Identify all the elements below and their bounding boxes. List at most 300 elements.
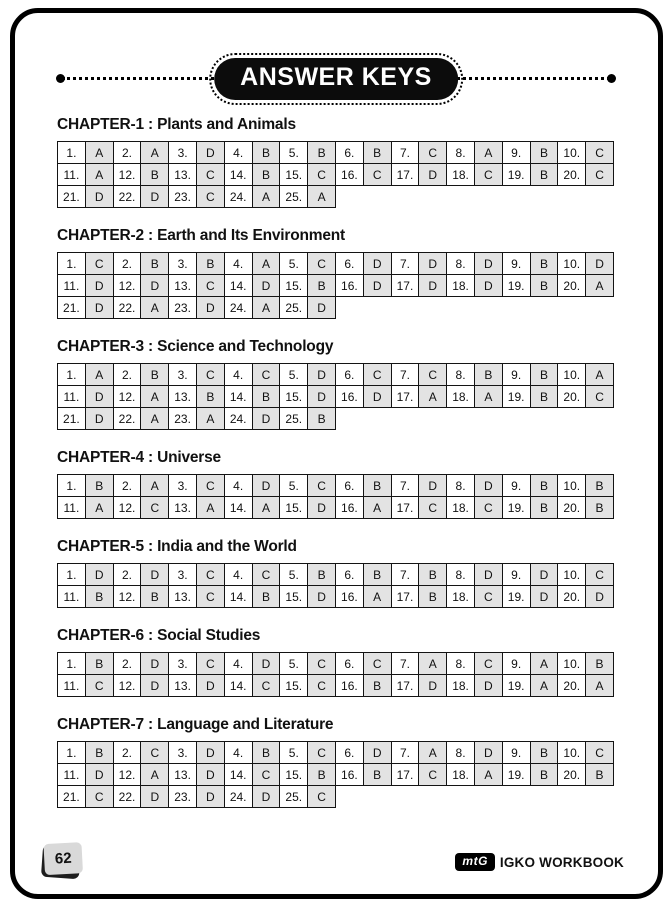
question-number-cell: 16. xyxy=(335,164,363,186)
chapter-heading: CHAPTER-3 : Science and Technology xyxy=(57,338,334,355)
question-number-cell: 11. xyxy=(58,764,86,786)
answer-cell: B xyxy=(85,653,113,675)
answer-cell: A xyxy=(530,675,558,697)
question-number-cell: 19. xyxy=(502,586,530,608)
chapter-heading: CHAPTER-1 : Plants and Animals xyxy=(57,116,296,133)
answer-cell: C xyxy=(196,475,224,497)
question-number-cell: 7. xyxy=(391,742,419,764)
question-number-cell: 9. xyxy=(502,364,530,386)
answer-table xyxy=(57,563,614,608)
answer-cell: B xyxy=(196,253,224,275)
question-number-cell: 3. xyxy=(169,364,197,386)
answer-cell: C xyxy=(252,764,280,786)
answer-cell: C xyxy=(419,142,447,164)
answer-cell: B xyxy=(363,475,391,497)
answer-cell: D xyxy=(474,742,502,764)
question-number-cell: 17. xyxy=(391,275,419,297)
question-number-cell: 13. xyxy=(169,164,197,186)
answer-cell: D xyxy=(252,475,280,497)
answer-keys-header xyxy=(58,58,614,102)
question-number-cell: 4. xyxy=(224,742,252,764)
question-number-cell: 19. xyxy=(502,764,530,786)
answer-cell: D xyxy=(530,586,558,608)
question-number-cell: 5. xyxy=(280,475,308,497)
question-number-cell: 22. xyxy=(113,408,141,430)
question-number-cell: 16. xyxy=(335,386,363,408)
question-number-cell: 20. xyxy=(558,275,586,297)
answer-cell: C xyxy=(252,364,280,386)
question-number-cell: 6. xyxy=(335,653,363,675)
answer-row xyxy=(58,786,614,808)
question-number-cell: 3. xyxy=(169,653,197,675)
question-number-cell: 19. xyxy=(502,275,530,297)
question-number-cell: 19. xyxy=(502,164,530,186)
question-number-cell: 6. xyxy=(335,742,363,764)
answer-cell: D xyxy=(252,275,280,297)
answer-cell: D xyxy=(85,408,113,430)
answer-cell: D xyxy=(196,297,224,319)
answer-cell: D xyxy=(196,786,224,808)
answer-cell: B xyxy=(586,475,614,497)
question-number-cell: 2. xyxy=(113,253,141,275)
question-number-cell: 18. xyxy=(447,586,475,608)
question-number-cell: 8. xyxy=(447,653,475,675)
answer-cell: C xyxy=(85,675,113,697)
answer-cell: D xyxy=(252,653,280,675)
answer-cell: B xyxy=(363,764,391,786)
answer-row xyxy=(58,386,614,408)
question-number-cell: 9. xyxy=(502,742,530,764)
question-number-cell: 24. xyxy=(224,297,252,319)
answer-cell: C xyxy=(196,586,224,608)
chapter-section xyxy=(57,538,614,608)
answer-cell: B xyxy=(252,164,280,186)
answer-cell: D xyxy=(363,253,391,275)
question-number-cell: 5. xyxy=(280,253,308,275)
answer-cell: A xyxy=(252,297,280,319)
answer-cell: A xyxy=(141,408,169,430)
question-number-cell: 4. xyxy=(224,475,252,497)
answer-cell: B xyxy=(530,364,558,386)
answer-cell: C xyxy=(196,186,224,208)
answer-cell: B xyxy=(308,408,336,430)
answer-table xyxy=(57,652,614,697)
answer-cell: C xyxy=(85,253,113,275)
answer-cell: A xyxy=(141,142,169,164)
answer-cell: B xyxy=(196,386,224,408)
answer-cell: A xyxy=(474,386,502,408)
answer-cell: A xyxy=(586,364,614,386)
publisher-brand xyxy=(455,853,624,871)
answer-row xyxy=(58,142,614,164)
question-number-cell: 6. xyxy=(335,253,363,275)
question-number-cell: 11. xyxy=(58,675,86,697)
answer-cell: D xyxy=(308,297,336,319)
question-number-cell: 7. xyxy=(391,475,419,497)
question-number-cell: 21. xyxy=(58,297,86,319)
question-number-cell: 3. xyxy=(169,253,197,275)
answer-cell: B xyxy=(530,497,558,519)
answer-cell: D xyxy=(141,564,169,586)
answer-cell: D xyxy=(196,764,224,786)
answer-cell: C xyxy=(308,653,336,675)
question-number-cell: 9. xyxy=(502,142,530,164)
answer-cell: B xyxy=(586,653,614,675)
question-number-cell: 13. xyxy=(169,586,197,608)
question-number-cell: 4. xyxy=(224,364,252,386)
question-number-cell: 15. xyxy=(280,497,308,519)
answer-cell: A xyxy=(474,142,502,164)
answer-cell: D xyxy=(474,253,502,275)
answer-cell: D xyxy=(308,497,336,519)
question-number-cell: 23. xyxy=(169,408,197,430)
answer-cell: C xyxy=(308,786,336,808)
question-number-cell: 1. xyxy=(58,653,86,675)
answer-cell: A xyxy=(141,386,169,408)
question-number-cell: 18. xyxy=(447,675,475,697)
question-number-cell: 14. xyxy=(224,275,252,297)
answer-row xyxy=(58,364,614,386)
answer-row xyxy=(58,408,614,430)
answer-cell: D xyxy=(474,675,502,697)
question-number-cell: 8. xyxy=(447,475,475,497)
question-number-cell: 3. xyxy=(169,142,197,164)
question-number-cell: 1. xyxy=(58,564,86,586)
answer-cell: D xyxy=(363,275,391,297)
question-number-cell: 15. xyxy=(280,586,308,608)
question-number-cell: 6. xyxy=(335,364,363,386)
answer-cell: B xyxy=(141,586,169,608)
answer-cell: B xyxy=(419,564,447,586)
answer-cell: B xyxy=(586,764,614,786)
answer-cell: A xyxy=(196,408,224,430)
question-number-cell: 12. xyxy=(113,675,141,697)
answer-cell: D xyxy=(419,253,447,275)
answer-cell: B xyxy=(252,142,280,164)
answer-cell: D xyxy=(308,364,336,386)
chapter-heading: CHAPTER-5 : India and the World xyxy=(57,538,297,555)
answer-table xyxy=(57,474,614,519)
question-number-cell: 8. xyxy=(447,253,475,275)
answer-cell: B xyxy=(252,586,280,608)
question-number-cell: 4. xyxy=(224,253,252,275)
question-number-cell: 10. xyxy=(558,364,586,386)
page-number-badge xyxy=(41,845,81,880)
question-number-cell: 15. xyxy=(280,764,308,786)
answer-cell: A xyxy=(419,386,447,408)
answer-row xyxy=(58,564,614,586)
answer-cell: B xyxy=(308,275,336,297)
answer-cell: D xyxy=(308,386,336,408)
answer-cell: C xyxy=(308,675,336,697)
question-number-cell: 15. xyxy=(280,386,308,408)
question-number-cell: 19. xyxy=(502,497,530,519)
answer-row xyxy=(58,253,614,275)
question-number-cell: 6. xyxy=(335,475,363,497)
chapters-container xyxy=(57,116,614,827)
answer-row xyxy=(58,675,614,697)
answer-cell: A xyxy=(363,497,391,519)
answer-cell: D xyxy=(363,386,391,408)
answer-cell: C xyxy=(308,164,336,186)
answer-row xyxy=(58,186,614,208)
answer-cell: C xyxy=(308,475,336,497)
question-number-cell: 9. xyxy=(502,253,530,275)
question-number-cell: 12. xyxy=(113,164,141,186)
answer-cell: B xyxy=(308,142,336,164)
question-number-cell: 7. xyxy=(391,364,419,386)
answer-cell: D xyxy=(586,586,614,608)
question-number-cell: 2. xyxy=(113,364,141,386)
answer-cell: B xyxy=(308,564,336,586)
question-number-cell: 3. xyxy=(169,564,197,586)
question-number-cell: 21. xyxy=(58,786,86,808)
question-number-cell: 10. xyxy=(558,653,586,675)
answer-cell: A xyxy=(252,186,280,208)
answer-cell: D xyxy=(196,142,224,164)
answer-cell: B xyxy=(85,586,113,608)
question-number-cell: 25. xyxy=(280,186,308,208)
page-title: ANSWER KEYS xyxy=(214,58,458,100)
question-number-cell: 10. xyxy=(558,142,586,164)
answer-cell: D xyxy=(141,275,169,297)
question-number-cell: 2. xyxy=(113,653,141,675)
answer-cell: D xyxy=(308,586,336,608)
question-number-cell: 1. xyxy=(58,142,86,164)
answer-cell: C xyxy=(196,653,224,675)
question-number-cell: 7. xyxy=(391,564,419,586)
answer-cell: A xyxy=(530,653,558,675)
question-number-cell: 23. xyxy=(169,186,197,208)
answer-table xyxy=(57,363,614,430)
question-number-cell: 24. xyxy=(224,186,252,208)
answer-cell: B xyxy=(363,675,391,697)
answer-row xyxy=(58,653,614,675)
question-number-cell: 14. xyxy=(224,497,252,519)
answer-cell: D xyxy=(419,275,447,297)
question-number-cell: 22. xyxy=(113,297,141,319)
question-number-cell: 18. xyxy=(447,764,475,786)
answer-cell: C xyxy=(419,764,447,786)
answer-cell: D xyxy=(474,475,502,497)
answer-cell: A xyxy=(252,253,280,275)
question-number-cell: 23. xyxy=(169,297,197,319)
question-number-cell: 4. xyxy=(224,653,252,675)
answer-cell: A xyxy=(308,186,336,208)
answer-cell: C xyxy=(196,564,224,586)
question-number-cell: 2. xyxy=(113,564,141,586)
question-number-cell: 19. xyxy=(502,675,530,697)
answer-cell: A xyxy=(85,497,113,519)
question-number-cell: 15. xyxy=(280,164,308,186)
question-number-cell: 1. xyxy=(58,253,86,275)
question-number-cell: 2. xyxy=(113,742,141,764)
answer-cell: C xyxy=(474,497,502,519)
line-end-dot-left xyxy=(56,74,65,83)
question-number-cell: 1. xyxy=(58,364,86,386)
chapter-section xyxy=(57,716,614,808)
answer-row xyxy=(58,164,614,186)
answer-cell: D xyxy=(196,742,224,764)
answer-cell: D xyxy=(141,675,169,697)
answer-cell: D xyxy=(363,742,391,764)
answer-cell: C xyxy=(474,653,502,675)
question-number-cell: 18. xyxy=(447,275,475,297)
question-number-cell: 10. xyxy=(558,564,586,586)
answer-cell: C xyxy=(141,497,169,519)
question-number-cell: 10. xyxy=(558,475,586,497)
chapter-section xyxy=(57,227,614,319)
question-number-cell: 13. xyxy=(169,386,197,408)
answer-cell: A xyxy=(363,586,391,608)
mtg-logo: mtG xyxy=(455,853,495,871)
answer-cell: A xyxy=(141,475,169,497)
question-number-cell: 5. xyxy=(280,653,308,675)
answer-cell: B xyxy=(530,164,558,186)
answer-cell: A xyxy=(474,764,502,786)
question-number-cell: 16. xyxy=(335,675,363,697)
question-number-cell: 11. xyxy=(58,497,86,519)
answer-cell: C xyxy=(363,653,391,675)
answer-cell: A xyxy=(85,164,113,186)
question-number-cell: 13. xyxy=(169,675,197,697)
answer-cell: D xyxy=(419,475,447,497)
question-number-cell: 3. xyxy=(169,742,197,764)
question-number-cell: 13. xyxy=(169,764,197,786)
answer-row xyxy=(58,586,614,608)
chapter-heading: CHAPTER-2 : Earth and Its Environment xyxy=(57,227,345,244)
answer-cell: D xyxy=(141,186,169,208)
answer-cell: D xyxy=(141,653,169,675)
answer-cell: D xyxy=(530,564,558,586)
question-number-cell: 20. xyxy=(558,386,586,408)
answer-cell: A xyxy=(85,142,113,164)
question-number-cell: 2. xyxy=(113,475,141,497)
chapter-heading: CHAPTER-6 : Social Studies xyxy=(57,627,261,644)
answer-cell: B xyxy=(474,364,502,386)
question-number-cell: 21. xyxy=(58,408,86,430)
answer-cell: A xyxy=(85,364,113,386)
answer-cell: C xyxy=(85,786,113,808)
answer-table xyxy=(57,252,614,319)
answer-cell: D xyxy=(586,253,614,275)
question-number-cell: 11. xyxy=(58,386,86,408)
answer-cell: B xyxy=(141,364,169,386)
question-number-cell: 23. xyxy=(169,786,197,808)
answer-cell: D xyxy=(85,275,113,297)
question-number-cell: 14. xyxy=(224,386,252,408)
question-number-cell: 5. xyxy=(280,364,308,386)
question-number-cell: 20. xyxy=(558,586,586,608)
question-number-cell: 12. xyxy=(113,586,141,608)
answer-cell: B xyxy=(530,142,558,164)
answer-cell: D xyxy=(419,675,447,697)
question-number-cell: 11. xyxy=(58,275,86,297)
question-number-cell: 20. xyxy=(558,497,586,519)
answer-cell: D xyxy=(141,786,169,808)
question-number-cell: 13. xyxy=(169,275,197,297)
question-number-cell: 9. xyxy=(502,653,530,675)
question-number-cell: 11. xyxy=(58,164,86,186)
answer-cell: B xyxy=(530,275,558,297)
question-number-cell: 25. xyxy=(280,297,308,319)
chapter-section xyxy=(57,338,614,430)
question-number-cell: 22. xyxy=(113,186,141,208)
question-number-cell: 1. xyxy=(58,475,86,497)
answer-cell: D xyxy=(474,564,502,586)
answer-cell: C xyxy=(363,364,391,386)
answer-cell: C xyxy=(252,675,280,697)
question-number-cell: 15. xyxy=(280,675,308,697)
question-number-cell: 12. xyxy=(113,497,141,519)
question-number-cell: 17. xyxy=(391,164,419,186)
answer-cell: B xyxy=(363,564,391,586)
question-number-cell: 17. xyxy=(391,675,419,697)
workbook-label: IGKO WORKBOOK xyxy=(499,854,624,870)
answer-cell: B xyxy=(85,742,113,764)
question-number-cell: 20. xyxy=(558,675,586,697)
question-number-cell: 17. xyxy=(391,497,419,519)
question-number-cell: 12. xyxy=(113,275,141,297)
question-number-cell: 24. xyxy=(224,786,252,808)
question-number-cell: 10. xyxy=(558,742,586,764)
question-number-cell: 4. xyxy=(224,142,252,164)
answer-cell: D xyxy=(85,386,113,408)
answer-row xyxy=(58,475,614,497)
answer-row xyxy=(58,297,614,319)
answer-cell: B xyxy=(85,475,113,497)
answer-cell: C xyxy=(474,164,502,186)
answer-table xyxy=(57,741,614,808)
answer-cell: D xyxy=(85,564,113,586)
question-number-cell: 1. xyxy=(58,742,86,764)
answer-cell: B xyxy=(252,386,280,408)
question-number-cell: 25. xyxy=(280,786,308,808)
question-number-cell: 8. xyxy=(447,364,475,386)
question-number-cell: 16. xyxy=(335,764,363,786)
answer-cell: C xyxy=(586,142,614,164)
answer-cell: B xyxy=(530,764,558,786)
question-number-cell: 4. xyxy=(224,564,252,586)
question-number-cell: 20. xyxy=(558,164,586,186)
question-number-cell: 10. xyxy=(558,253,586,275)
answer-cell: C xyxy=(252,564,280,586)
question-number-cell: 7. xyxy=(391,653,419,675)
chapter-section xyxy=(57,116,614,208)
answer-cell: D xyxy=(85,186,113,208)
question-number-cell: 15. xyxy=(280,275,308,297)
question-number-cell: 2. xyxy=(113,142,141,164)
question-number-cell: 21. xyxy=(58,186,86,208)
chapter-section xyxy=(57,449,614,519)
answer-cell: A xyxy=(586,275,614,297)
question-number-cell: 13. xyxy=(169,497,197,519)
answer-row xyxy=(58,275,614,297)
answer-cell: B xyxy=(530,475,558,497)
chapter-heading: CHAPTER-7 : Language and Literature xyxy=(57,716,334,733)
question-number-cell: 7. xyxy=(391,142,419,164)
question-number-cell: 16. xyxy=(335,275,363,297)
page-number: 62 xyxy=(43,842,83,875)
question-number-cell: 14. xyxy=(224,586,252,608)
question-number-cell: 16. xyxy=(335,497,363,519)
answer-cell: B xyxy=(586,497,614,519)
question-number-cell: 11. xyxy=(58,586,86,608)
question-number-cell: 17. xyxy=(391,586,419,608)
answer-row xyxy=(58,764,614,786)
question-number-cell: 18. xyxy=(447,164,475,186)
answer-cell: C xyxy=(586,742,614,764)
